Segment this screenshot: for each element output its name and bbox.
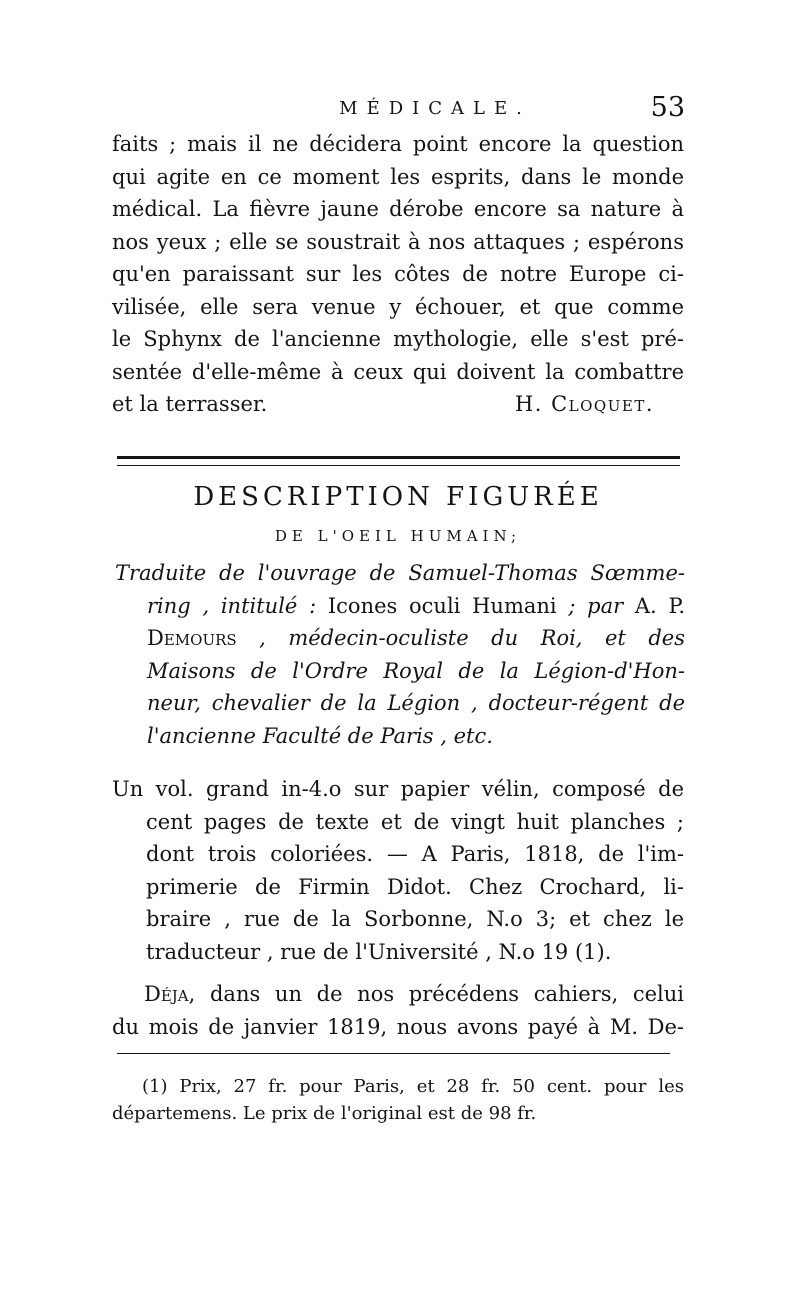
- text-line: faits ; mais il ne décidera point encore la question: [112, 132, 684, 156]
- text-fragment: ring , intitulé :: [147, 593, 328, 618]
- section-subtitle: DE L'OEIL HUMAIN;: [274, 527, 522, 545]
- author-signature: H. Cloquet.: [514, 392, 654, 416]
- latin-title: Icones oculi Humani: [327, 593, 557, 618]
- footnote-line: départemens. Le prix de l'original est de 98 fr.: [112, 1103, 537, 1124]
- text-line: dont trois coloriées. — A Paris, 1818, de l'im-: [146, 842, 684, 866]
- text-line: Un vol. grand in-4.o sur papier vélin, composé de: [112, 777, 684, 801]
- translation-credit: [115, 557, 685, 752]
- text-line: qui agite en ce moment les esprits, dans le monde: [112, 164, 684, 189]
- lead-word: Déja: [144, 982, 189, 1006]
- text-fragment: , dans un de nos précédens cahiers, celui: [188, 982, 684, 1006]
- text-line: primerie de Firmin Didot. Chez Crochard, li-: [146, 874, 684, 899]
- text-line: qu'en paraissant sur les côtes de notre Europe ci-: [112, 262, 684, 286]
- double-rule-divider: [117, 456, 680, 466]
- footnote-rule: [117, 1053, 670, 1054]
- text-line-last: [112, 388, 684, 421]
- text-line: [115, 622, 685, 655]
- text-line: vilisée, elle sera venue y échouer, et que comme: [112, 294, 684, 319]
- text-line: médical. La fièvre jaune dérobe encore sa nature à: [112, 197, 684, 221]
- text-line: l'ancienne Faculté de Paris , etc.: [147, 723, 493, 748]
- footnote-line: (1) Prix, 27 fr. pour Paris, et 28 fr. 50 cent. pour les: [142, 1076, 684, 1097]
- text-line: traducteur , rue de l'Université , N.o 19 (1).: [146, 939, 612, 964]
- section-title: DESCRIPTION FIGURÉE: [193, 482, 603, 512]
- text-line: cent pages de texte et de vingt huit planches ;: [146, 809, 684, 834]
- text-line: braire , rue de la Sorbonne, N.o 3; et chez le: [146, 907, 684, 931]
- text-line: du mois de janvier 1819, nous avons payé à M. De-: [112, 1014, 684, 1039]
- paragraph-deja: [112, 978, 684, 1043]
- text-fragment: ; par: [556, 593, 635, 618]
- translator-initials: A. P.: [634, 593, 685, 618]
- text-line: [112, 978, 684, 1011]
- text-line: Maisons de l'Ordre Royal de la Légion-d'Hon-: [147, 658, 685, 683]
- footnote: [112, 1073, 684, 1127]
- text-line: neur, chevalier de la Légion , docteur-régent de: [147, 691, 685, 715]
- text-line-end: et la terrasser.: [112, 392, 268, 416]
- text-line: Traduite de l'ouvrage de Samuel-Thomas Sœmme-: [115, 561, 685, 585]
- text-line: le Sphynx de l'ancienne mythologie, elle s'est pré-: [112, 327, 684, 351]
- translator-name: Demours: [147, 626, 237, 650]
- bibliographic-details: [112, 773, 684, 968]
- text-line: [115, 590, 685, 623]
- text-line: sentée d'elle-même à ceux qui doivent la combattre: [112, 359, 684, 384]
- page-number: 53: [650, 92, 685, 123]
- text-fragment: , médecin-oculiste du Roi, et des: [236, 626, 685, 650]
- page-header: [115, 92, 685, 132]
- paragraph-fievre-jaune: [112, 128, 684, 421]
- running-head: MÉDICALE.: [339, 98, 531, 119]
- text-line: nos yeux ; elle se soustrait à nos attaques ; espérons: [112, 229, 684, 254]
